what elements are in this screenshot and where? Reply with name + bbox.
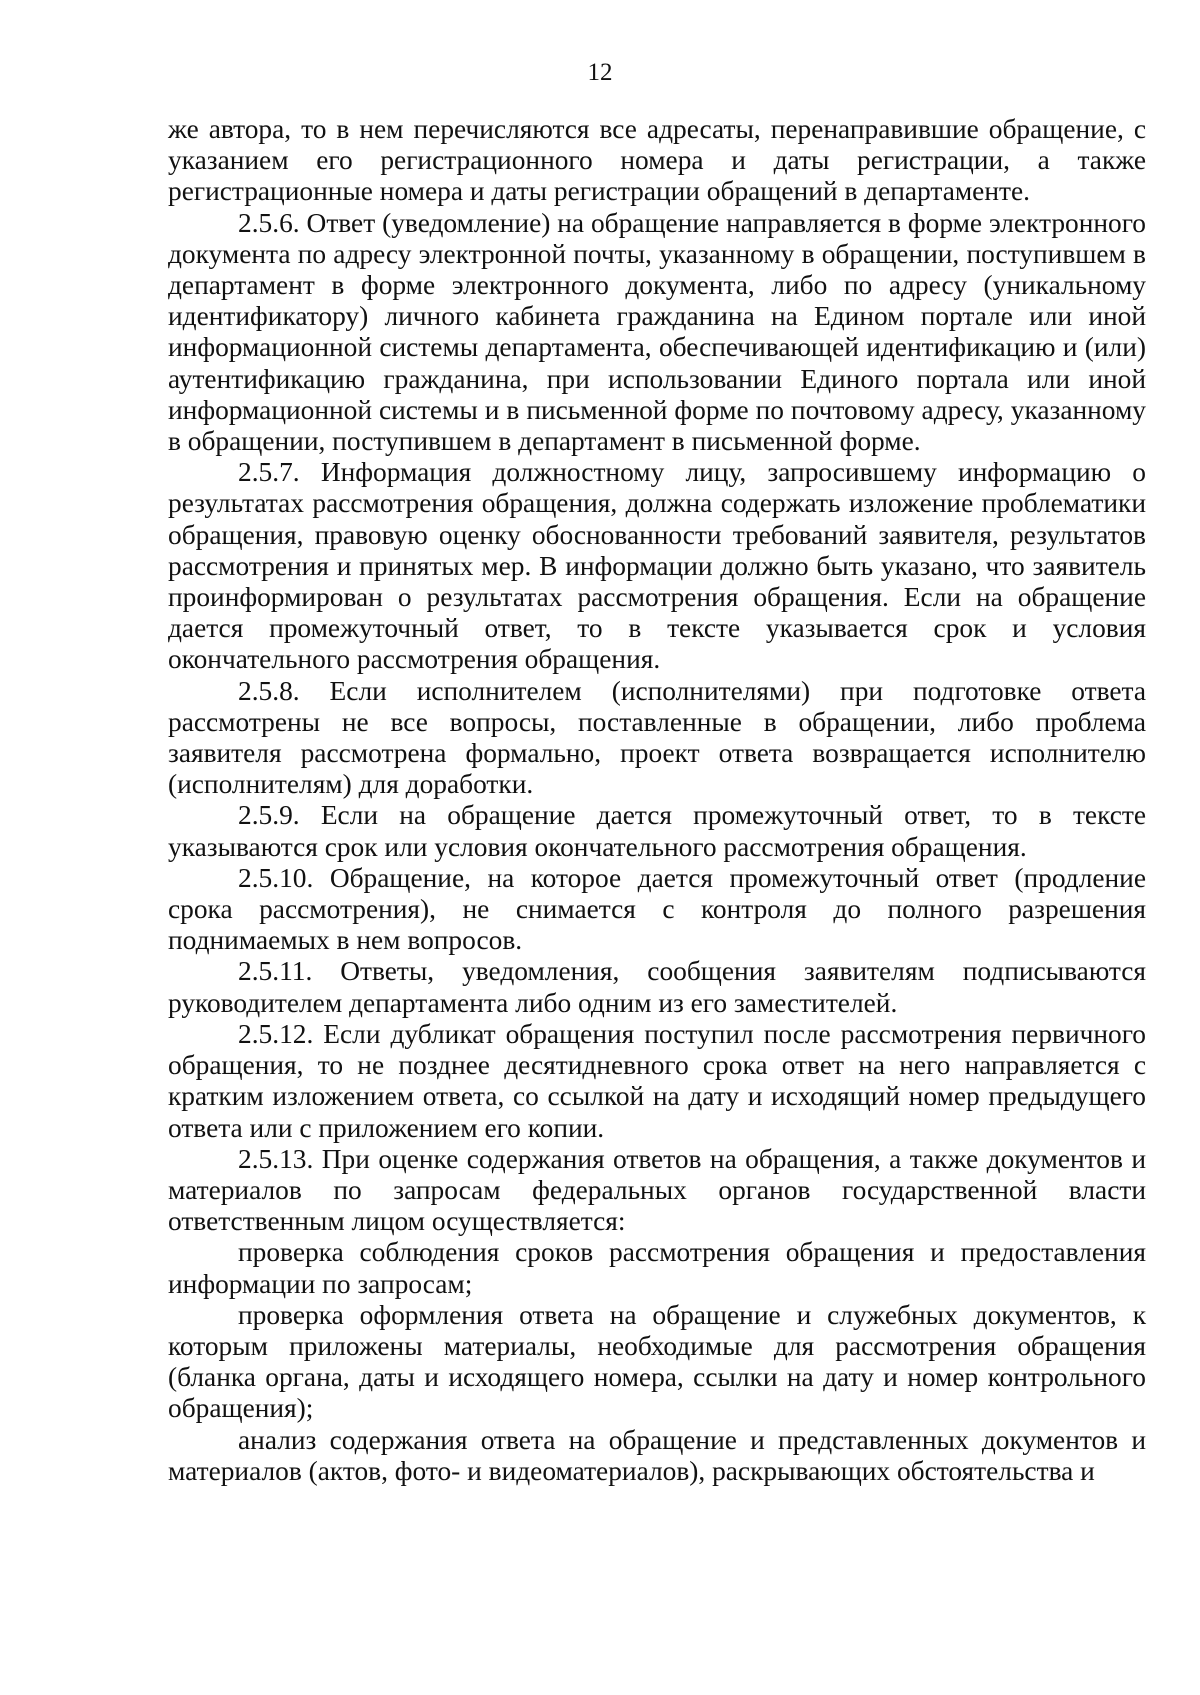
page-number: 12 bbox=[587, 59, 613, 86]
paragraph-2-5-12: 2.5.12. Если дубликат обращения поступил после рассмотрения первичного обращения, то не позднее десятидневного срока ответ на него направляется с кратким изложением ответа, со ссылкой на дату и исходящий номер предыдущего ответа или с приложением его копии. bbox=[168, 1018, 1146, 1143]
paragraph-2-5-13: 2.5.13. При оценке содержания ответов на обращения, а также документов и материалов по запросам федеральных органов государственной власти ответственным лицом осуществляется: bbox=[168, 1143, 1146, 1237]
paragraph-continuation: же автора, то в нем перечисляются все адресаты, перенаправившие обращение, с указанием его регистрационного номера и даты регистрации, а также регистрационные номера и даты регистрации обращений в департаменте. bbox=[168, 114, 1146, 207]
list-item-deadline-check: проверка соблюдения сроков рассмотрения обращения и предоставления информации по запросам; bbox=[168, 1237, 1146, 1299]
list-item-format-check: проверка оформления ответа на обращение и служебных документов, к которым приложены материалы, необходимые для рассмотрения обращения (бланка органа, даты и исходящего номера, ссылки на дату и номер контрольного обращения); bbox=[168, 1299, 1146, 1424]
document-body bbox=[168, 114, 1146, 1487]
paragraph-2-5-8: 2.5.8. Если исполнителем (исполнителями) при подготовке ответа рассмотрены не все вопросы, поставленные в обращении, либо проблема заявителя рассмотрена формально, проект ответа возвращается исполнителю (исполнителям) для доработки. bbox=[168, 675, 1146, 800]
paragraph-2-5-7: 2.5.7. Информация должностному лицу, запросившему информацию о результатах рассмотрения обращения, должна содержать изложение проблематики обращения, правовую оценку обоснованности требований заявителя, результатов рассмотрения и принятых мер. В информации должно быть указано, что заявитель проинформирован о результатах рассмотрения обращения. Если на обращение дается промежуточный ответ, то в тексте указывается срок и условия окончательного рассмотрения обращения. bbox=[168, 457, 1146, 675]
paragraph-2-5-9: 2.5.9. Если на обращение дается промежуточный ответ, то в тексте указываются срок или условия окончательного рассмотрения обращения. bbox=[168, 800, 1146, 862]
list-item-content-analysis: анализ содержания ответа на обращение и представленных документов и материалов (актов, фото- и видеоматериалов), раскрывающих обстоятельства и bbox=[168, 1424, 1146, 1486]
paragraph-2-5-11: 2.5.11. Ответы, уведомления, сообщения заявителям подписываются руководителем департамента либо одним из его заместителей. bbox=[168, 956, 1146, 1018]
paragraph-2-5-10: 2.5.10. Обращение, на которое дается промежуточный ответ (продление срока рассмотрения), не снимается с контроля до полного разрешения поднимаемых в нем вопросов. bbox=[168, 862, 1146, 956]
paragraph-2-5-6: 2.5.6. Ответ (уведомление) на обращение направляется в форме электронного документа по адресу электронной почты, указанному в обращении, поступившем в департамент в форме электронного документа, либо по адресу (уникальному идентификатору) личного кабинета гражданина на Едином портале или иной информационной системы департамента, обеспечивающей идентификацию и (или) аутентификацию гражданина, при использовании Единого портала или иной информационной системы и в письменной форме по почтовому адресу, указанному в обращении, поступившем в департамент в письменной форме. bbox=[168, 207, 1146, 457]
